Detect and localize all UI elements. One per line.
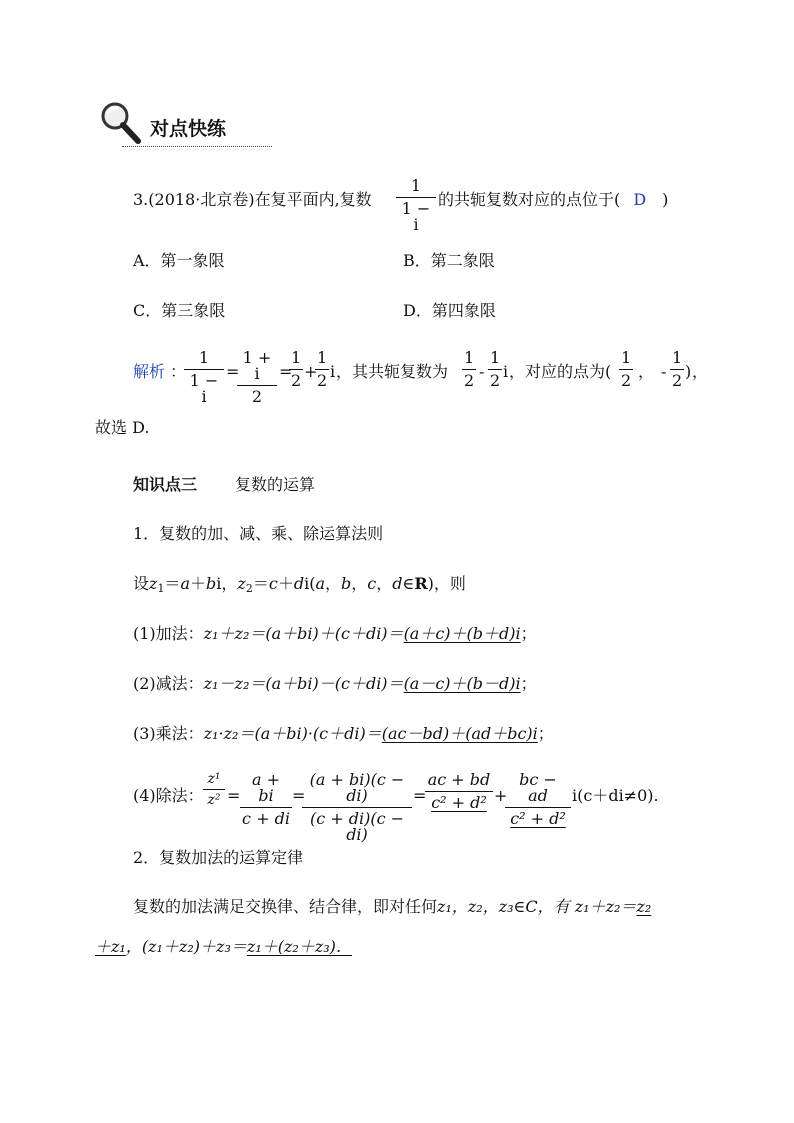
mul-label: (3)乘法： xyxy=(133,724,204,743)
sub-label: (2)减法： xyxy=(133,674,204,693)
set-plus1: ＋ xyxy=(190,574,207,593)
sol-frac-5-den: 2 xyxy=(464,371,475,390)
mul-rhs: (ac－bd)＋(ad＋bc)i xyxy=(381,724,538,743)
set-sep3: ， xyxy=(376,574,393,593)
set-tail: )，则 xyxy=(427,574,466,593)
set-i2: i( xyxy=(304,574,316,593)
item-1-heading: 1．复数的加、减、乘、除运算法则 xyxy=(133,524,384,543)
sol-frac-8-num: 1 xyxy=(672,348,683,367)
law-line-1 xyxy=(133,899,651,915)
set-a2: a xyxy=(315,574,326,593)
div-frac-4 xyxy=(425,772,493,811)
rule-mul xyxy=(133,726,554,742)
sol-frac-4-den: 2 xyxy=(317,371,328,390)
sol-frac-1 xyxy=(184,350,224,405)
sol-frac-3-num: 1 xyxy=(291,348,302,367)
div-f3-den: (c + di)(c − di) xyxy=(302,807,412,843)
sub-end: ； xyxy=(520,674,537,693)
set-line xyxy=(133,574,466,595)
option-a: A．第一象限 xyxy=(133,251,225,270)
set-c2: c xyxy=(367,574,377,593)
question-3 xyxy=(133,192,372,208)
sol-conj-text: ，其共轭复数为 xyxy=(336,362,449,381)
div-plus: + xyxy=(494,786,508,805)
sol-frac-8-den: 2 xyxy=(672,371,683,390)
sol-frac-6-num: 1 xyxy=(490,348,501,367)
sub-rhs: (a－c)＋(b－d)i xyxy=(403,674,521,693)
sol-frac-3-den: 2 xyxy=(291,371,302,390)
add-label: (1)加法： xyxy=(133,624,204,643)
option-c: C．第三象限 xyxy=(133,301,226,320)
law-1b: z₁，z₂，z₃∈C，有 z₁＋z₂＝ xyxy=(437,897,637,916)
div-f2-num: a + bi xyxy=(251,770,281,805)
q3-answer: D xyxy=(633,190,647,209)
div-eq-1: = xyxy=(227,786,241,805)
sol-frac-4 xyxy=(315,350,329,389)
mul-end: ； xyxy=(537,724,554,743)
sol-frac-5 xyxy=(462,350,476,389)
div-f1-den: z² xyxy=(203,789,225,807)
div-f5-den: c² + d² xyxy=(505,807,571,827)
law-line-2 xyxy=(95,939,352,955)
law-2a: ＋z₁ xyxy=(95,937,126,956)
sol-frac-8 xyxy=(670,350,684,389)
div-f1-num: z¹ xyxy=(207,771,221,787)
set-eq2: ＝ xyxy=(252,574,269,593)
add-lhs: z₁＋z₂＝(a＋bi)＋(c＋di)＝ xyxy=(203,624,404,643)
div-frac-1 xyxy=(203,772,225,807)
sol-i: i xyxy=(330,362,336,381)
q3-text-2-row xyxy=(438,192,668,208)
div-frac-5 xyxy=(505,772,571,827)
rule-add xyxy=(133,626,537,642)
set-elem: ∈ xyxy=(402,574,415,593)
magnifier-icon xyxy=(98,100,144,146)
set-plus2: ＋ xyxy=(277,574,294,593)
header-divider xyxy=(122,146,272,147)
set-i1: i xyxy=(216,574,222,593)
set-R: R xyxy=(414,574,428,593)
law-2b: ，(z₁＋z₂)＋z₃＝ xyxy=(125,937,247,956)
sol-comma: ， xyxy=(638,362,655,381)
sol-frac-5-num: 1 xyxy=(464,348,475,367)
q3-text-2: 的共轭复数对应的点位于( xyxy=(438,190,621,209)
set-eq1: ＝ xyxy=(164,574,181,593)
div-f5-num: bc − ad xyxy=(519,770,557,805)
set-comma1: ， xyxy=(221,574,238,593)
sol-frac-6-den: 2 xyxy=(490,371,501,390)
q3-frac-num: 1 xyxy=(410,176,422,195)
sol-frac-2-num: 1 + i xyxy=(242,348,272,383)
mul-lhs: z₁·z₂＝(a＋bi)·(c＋di)＝ xyxy=(203,724,382,743)
option-b: B．第二象限 xyxy=(403,251,495,270)
q3-frac-den: 1 − i xyxy=(396,197,436,233)
q3-number: 3. xyxy=(133,190,149,209)
add-end: ； xyxy=(520,624,537,643)
sol-minus: - xyxy=(479,362,485,381)
q3-fraction xyxy=(396,178,436,233)
set-sep1: ， xyxy=(325,574,342,593)
sol-frac-2 xyxy=(237,350,277,405)
law-2c: z₁＋(z₂＋z₃)． xyxy=(246,937,352,956)
set-sep2: ， xyxy=(351,574,368,593)
set-b: b xyxy=(206,574,217,593)
solution-label: 解析 xyxy=(133,362,166,381)
section-title-b: 复数的运算 xyxy=(235,475,316,494)
sol-plus: + xyxy=(304,362,318,381)
div-frac-3 xyxy=(302,772,412,843)
div-eq-2: = xyxy=(292,786,306,805)
div-eq-3: = xyxy=(413,786,427,805)
q3-text-1: 在复平面内,复数 xyxy=(254,190,372,209)
item-2-heading: 2．复数加法的运算定律 xyxy=(133,848,304,867)
solution-colon: ： xyxy=(170,362,187,381)
section-title-a: 知识点三 xyxy=(133,475,198,494)
div-f2-den: c + di xyxy=(240,807,292,827)
set-c: c xyxy=(268,574,278,593)
sol-neg: - xyxy=(661,362,667,381)
sol-frac-6 xyxy=(488,350,502,389)
sol-eq-1: = xyxy=(226,362,240,381)
sol-line-2: 故选 D. xyxy=(95,418,150,437)
set-z1-sub: 1 xyxy=(157,582,165,595)
sol-frac-7-den: 2 xyxy=(621,371,632,390)
sol-i-2: i xyxy=(503,362,509,381)
set-z2-sub: 2 xyxy=(245,582,253,595)
set-word: 设 xyxy=(133,574,150,593)
div-frac-2 xyxy=(240,772,292,827)
sol-close-paren: ) xyxy=(685,362,692,381)
sol-frac-7-num: 1 xyxy=(621,348,632,367)
div-f4-num: ac + bd xyxy=(427,770,491,789)
sol-frac-1-den: 1 − i xyxy=(184,369,224,405)
sol-point-text: ，对应的点为( xyxy=(509,362,612,381)
section-header-title: 对点快练 xyxy=(150,118,227,140)
law-1a: 复数的加法满足交换律、结合律，即对任何 xyxy=(133,897,438,916)
sol-frac-3 xyxy=(289,350,303,389)
set-a: a xyxy=(180,574,191,593)
set-z1: z xyxy=(149,574,158,593)
set-z2: z xyxy=(237,574,246,593)
rule-sub xyxy=(133,676,537,692)
q3-source: (2018·北京卷) xyxy=(148,190,255,209)
sol-frac-7 xyxy=(619,350,633,389)
div-label: (4)除法： xyxy=(133,786,204,805)
div-tail: i(c＋di≠0). xyxy=(572,786,659,805)
q3-close: ) xyxy=(662,190,669,209)
set-b2: b xyxy=(341,574,352,593)
set-d: d xyxy=(293,574,305,593)
law-1c: z₂ xyxy=(636,897,652,916)
div-f4-den: c² + d² xyxy=(425,791,493,811)
sol-end-comma: ， xyxy=(692,362,709,381)
sol-frac-4-num: 1 xyxy=(317,348,328,367)
sol-eq-2: = xyxy=(279,362,293,381)
div-f3-num: (a + bi)(c − di) xyxy=(309,770,405,805)
option-d: D．第四象限 xyxy=(403,301,496,320)
sol-frac-1-num: 1 xyxy=(198,348,210,367)
add-rhs: (a＋c)＋(b＋d)i xyxy=(403,624,521,643)
sol-frac-2-den: 2 xyxy=(237,385,277,405)
sub-lhs: z₁－z₂＝(a＋bi)－(c＋di)＝ xyxy=(203,674,404,693)
set-d2: d xyxy=(392,574,403,593)
